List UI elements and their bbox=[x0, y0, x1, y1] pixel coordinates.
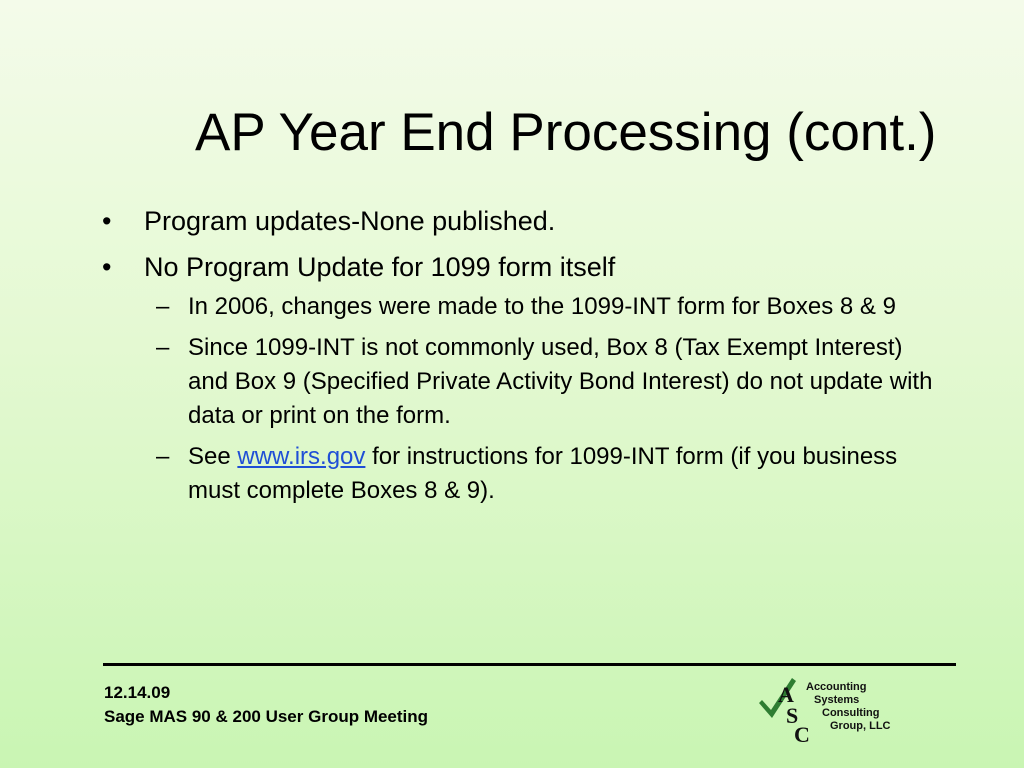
bullet-text: Program updates-None published. bbox=[144, 206, 556, 236]
sub-bullet-marker: – bbox=[156, 443, 170, 470]
footer bbox=[104, 681, 428, 729]
bullet-marker: • bbox=[102, 252, 112, 282]
logo-line: Systems bbox=[814, 694, 860, 706]
bullet-item bbox=[100, 244, 980, 290]
bullet-text: No Program Update for 1099 form itself bbox=[144, 252, 616, 282]
logo-line: Group, LLC bbox=[830, 720, 891, 732]
logo-letter-a: A bbox=[778, 682, 794, 707]
logo-letter-s: S bbox=[786, 703, 799, 728]
sub-bullet-text-prefix: See bbox=[188, 443, 238, 470]
slide-title: AP Year End Processing (cont.) bbox=[195, 103, 937, 162]
logo-line: Accounting bbox=[806, 681, 867, 693]
footer-date: 12.14.09 bbox=[104, 683, 171, 702]
sub-bullet-item bbox=[100, 440, 938, 508]
sub-bullet-text: Since 1099-INT is not commonly used, Box 8 (Tax Exempt Interest) and Box 9 (Specified Private Activity Bond Interest) do not update with data or print on the form. bbox=[188, 334, 933, 429]
bullet-marker: • bbox=[102, 206, 112, 236]
sub-bullet-item bbox=[100, 290, 938, 324]
footer-divider bbox=[103, 663, 956, 666]
bullet-item bbox=[100, 198, 980, 244]
sub-bullet-text-suffix: for instructions for 1099-INT form (if you business must complete Boxes 8 & 9). bbox=[188, 443, 898, 504]
sub-bullet-text: In 2006, changes were made to the 1099-INT form for Boxes 8 & 9 bbox=[188, 293, 896, 320]
logo-text bbox=[806, 681, 891, 733]
bullet-list bbox=[100, 198, 980, 515]
logo-line: Consulting bbox=[822, 707, 880, 719]
sub-bullet-marker: – bbox=[156, 334, 170, 361]
company-logo bbox=[758, 674, 908, 744]
footer-event: Sage MAS 90 & 200 User Group Meeting bbox=[104, 707, 429, 726]
sub-bullet-item bbox=[100, 331, 938, 433]
sub-bullet-marker: – bbox=[156, 293, 170, 320]
logo-letter-c: C bbox=[794, 722, 810, 744]
irs-link[interactable]: www.irs.gov bbox=[237, 443, 366, 470]
